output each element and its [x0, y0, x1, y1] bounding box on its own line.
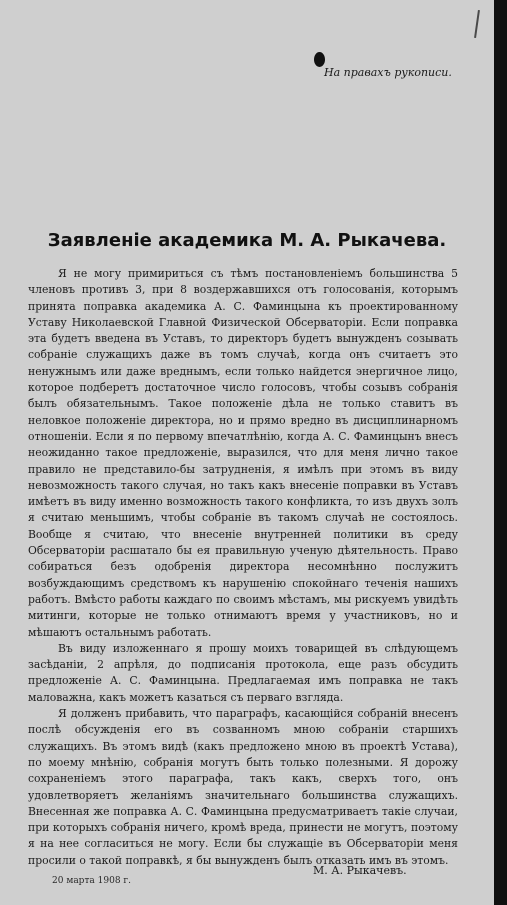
- paragraph-1: Я не могу примириться съ тѣмъ постановленіемъ большинства 5 членовъ противъ 3, при 8 воздержавшихся отъ голосованія, которымъ принята поправка академика А. С. Фаминцына къ проектированному Уставу Николаевской Главной Физической Обсерваторіи. Если поправка эта будетъ введена въ Уставъ, то директоръ будетъ вынужденъ созывать собраніе служащихъ даже въ томъ случаѣ, когда онъ считаетъ это ненужнымъ или даже вреднымъ, если только найдется энергичное лицо, которое подберетъ достаточное число голосовъ, чтобы созывъ собранія былъ обязательнымъ. Такое положеніе дѣла не только ставитъ въ неловкое положеніе директора, но и прямо вредно въ дисциплинарномъ отношеніи. Если я по первому впечатлѣнію, когда А. С. Фаминцынъ внесъ неожиданно такое предложеніе, выразился, что для меня лично такое правило не представило-бы затрудненія, я имѣлъ при этомъ въ виду невозможность такого случая, но такъ какъ внесеніе поправки въ Уставъ имѣетъ въ виду именно возможность такого конфликта, то изъ двухъ золъ я считаю меньшимъ, чтобы собраніе въ такомъ случаѣ не состоялось. Вообще я считаю, что внесеніе внутренней политики въ среду Обсерваторіи расшатало бы ея правильную ученую дѣятельность. Право собираться безъ одобренія директора несомнѣнно послужитъ возбуждающимъ средствомъ къ нарушенію спокойнаго теченія нашихъ работъ. Вмѣсто работы каждаго по своимъ мѣстамъ, мы рискуемъ увидѣть митинги, которые не только отнимаютъ время у участниковъ, но и мѣшаютъ остальнымъ работать.: [28, 267, 458, 639]
- document-body: [28, 266, 458, 869]
- document-date: 20 марта 1908 г.: [52, 876, 131, 886]
- scan-edge: [494, 0, 507, 905]
- rights-note: На правахъ рукописи.: [324, 66, 452, 79]
- signature: М. А. Рыкачевъ.: [313, 864, 407, 877]
- pen-mark: [474, 10, 480, 38]
- document-title: Заявленіе академика М. А. Рыкачева.: [47, 230, 447, 251]
- paragraph-3: Я долженъ прибавить, что параграфъ, касающійся собраній внесенъ послѣ обсужденія его въ созванномъ мною собраніи старшихъ служащихъ. Въ этомъ видѣ (какъ предложено мною въ проектѣ Устава), по моему мнѣнію, собранія могутъ быть только полезными. Я дорожу сохраненіемъ этого параграфа, такъ какъ, сверхъ того, онъ удовлетворяетъ желаніямъ значительнаго большинства служащихъ. Внесенная же поправка А. С. Фаминцына предусматриваетъ такіе случаи, при которыхъ собранія ничего, кромѣ вреда, принести не могутъ, поэтому я на нее согласиться не могу. Если бы служащіе въ Обсерваторіи меня просили о такой поправкѣ, я бы вынужденъ былъ отказать имъ въ этомъ.: [28, 707, 458, 867]
- ink-blot: [314, 52, 325, 67]
- paragraph-2: Въ виду изложеннаго я прошу моихъ товарищей въ слѣдующемъ засѣданіи, 2 апрѣля, до подписанія протокола, еще разъ обсудить предложеніе А. С. Фаминцына. Предлагаемая имъ поправка не такъ маловажна, какъ можетъ казаться съ перваго взгляда.: [28, 641, 458, 704]
